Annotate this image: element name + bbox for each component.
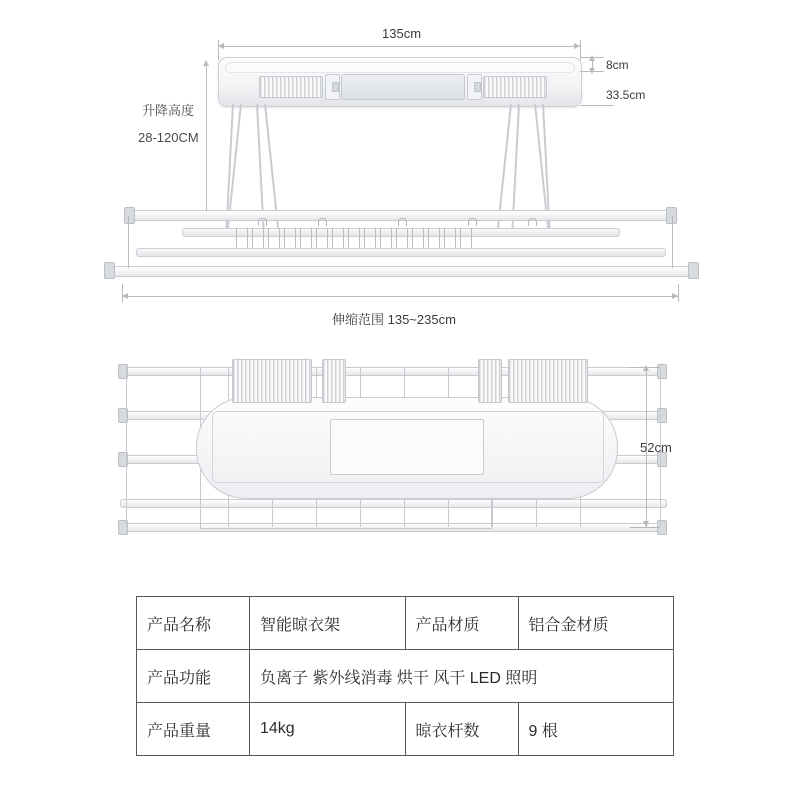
plan-top-view xyxy=(0,345,800,580)
rail-support-left xyxy=(128,216,129,268)
spec-value-functions: 负离子 紫外线消毒 烘干 风干 LED 照明 xyxy=(250,650,674,703)
hanger-item xyxy=(444,228,456,248)
plan-depth-label: 52cm xyxy=(640,440,672,455)
hanger-cluster xyxy=(232,228,472,250)
spec-value-rod-count: 9 根 xyxy=(518,703,674,756)
rail-hook xyxy=(258,218,267,226)
rail-hook xyxy=(318,218,327,226)
plan-depth-arrow-up xyxy=(643,365,649,371)
hanger-item xyxy=(364,228,376,248)
rail-hook xyxy=(528,218,537,226)
hanger-item xyxy=(412,228,424,248)
drying-rail-lower xyxy=(108,266,694,277)
hanger-item xyxy=(252,228,264,248)
spec-value-product-name: 智能晾衣架 xyxy=(250,597,406,650)
spec-label-product-name: 产品名称 xyxy=(137,597,250,650)
spec-label-rod-count: 晾衣杆数 xyxy=(405,703,518,756)
plan-depth-ext-bottom xyxy=(630,527,660,528)
rail-endcap-lower-left xyxy=(104,262,115,279)
table-row xyxy=(137,703,674,756)
plan-vent-right xyxy=(508,359,588,403)
hanger-item xyxy=(396,228,408,248)
plan-vent-left-small xyxy=(322,359,346,403)
front-elevation-view xyxy=(0,0,800,345)
height-8cm-label: 8cm xyxy=(606,58,629,72)
depth-33-label: 33.5cm xyxy=(606,88,646,102)
table-row xyxy=(137,597,674,650)
extend-range-tick-right xyxy=(678,284,679,302)
hanger-item xyxy=(316,228,328,248)
plan-center-panel xyxy=(330,419,484,475)
hanger-item xyxy=(236,228,248,248)
hanger-item xyxy=(332,228,344,248)
table-row xyxy=(137,650,674,703)
lift-height-range: 28-120CM xyxy=(138,130,199,145)
rail-hook xyxy=(468,218,477,226)
hanger-item xyxy=(460,228,472,248)
spec-value-weight: 14kg xyxy=(250,703,406,756)
plan-vent-left xyxy=(232,359,312,403)
extend-range-label: 伸缩范围 135~235cm xyxy=(332,312,456,327)
rail-endcap-upper-left xyxy=(124,207,135,224)
hanger-item xyxy=(348,228,360,248)
rail-endcap-lower-right xyxy=(688,262,699,279)
extend-range-tick-left xyxy=(122,284,123,302)
spec-label-functions: 产品功能 xyxy=(137,650,250,703)
rail-support-right xyxy=(672,216,673,268)
plan-vent-right-small xyxy=(478,359,502,403)
hanger-item xyxy=(300,228,312,248)
spec-label-material: 产品材质 xyxy=(405,597,518,650)
spec-label-weight: 产品重量 xyxy=(137,703,250,756)
spec-value-material: 铝合金材质 xyxy=(518,597,674,650)
hanger-item xyxy=(284,228,296,248)
hanger-item xyxy=(268,228,280,248)
plan-depth-ext-top xyxy=(630,367,660,368)
lift-height-title: 升降高度 xyxy=(142,103,195,118)
rail-hook xyxy=(398,218,407,226)
hanger-item xyxy=(380,228,392,248)
extend-range-dim-line xyxy=(122,296,678,297)
plan-side-frame-left xyxy=(126,367,127,527)
scissor-arm-assembly xyxy=(0,0,800,345)
width-dimension-label: 135cm xyxy=(382,26,422,41)
plan-rail-cap-right-2 xyxy=(657,408,667,423)
hanger-item xyxy=(428,228,440,248)
spec-table xyxy=(136,596,674,756)
